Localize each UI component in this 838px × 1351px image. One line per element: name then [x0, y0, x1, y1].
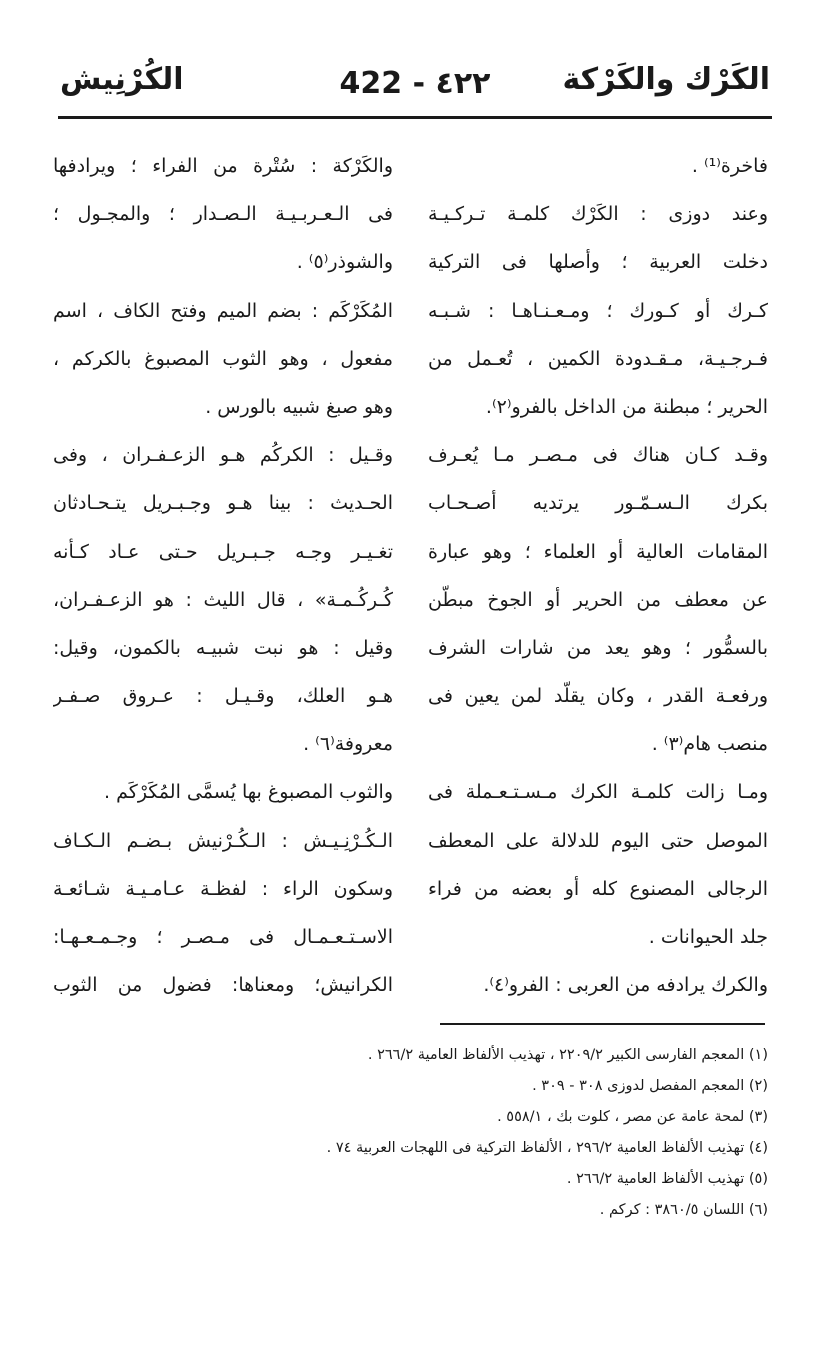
- text-line: وهو صبغ شبيه بالورس .: [205, 395, 393, 418]
- footnote-rule: [440, 1023, 765, 1025]
- footnote-item: (٤) تهذيب الألفاظ العامية ٢٩٦/٢ ، الألفاظ التركية فى اللهجات العربية ٧٤ .: [326, 1140, 768, 1156]
- running-title-right: الكَرْك والكَرْكة: [562, 62, 770, 97]
- text-line: بالسمُّور ؛ وهو يعد من شارات الشرف: [428, 636, 768, 659]
- text-line: الموصل حتى اليوم للدلالة على المعطف: [428, 829, 768, 852]
- text-line: المقامات العالية أو العلماء ؛ وهو عبارة: [428, 540, 768, 563]
- footnote-item: (١) المعجم الفارسى الكبير ٢٢٠٩/٢ ، تهذيب الألفاظ العامية ٢٦٦/٢ .: [367, 1047, 768, 1063]
- text-line: بكرك الـسـمّـور يرتديه أصـحـاب: [428, 492, 768, 515]
- text-line: معروفة⁽٦⁾ .: [303, 733, 393, 756]
- footnote-item: (٥) تهذيب الألفاظ العامية ٢٦٦/٢ .: [566, 1171, 768, 1187]
- footnotes: [148, 1040, 768, 1226]
- text-line: مفعول ، وهو الثوب المصبوغ بالكركم ،: [53, 347, 393, 370]
- text-line: وقـيل : الكركُم هـو الزعـفـران ، وفى: [53, 444, 393, 467]
- text-line: وقـد كـان هناك فى مـصـر مـا يُعـرف: [428, 444, 768, 467]
- text-line: فـرجـيـة، مـقـدودة الكمين ، تُعـمل من: [428, 347, 768, 370]
- footnote-item: (٢) المعجم المفصل لدوزى ٣٠٨ - ٣٠٩ .: [532, 1078, 768, 1094]
- text-line: الحرير ؛ مبطنة من الداخل بالفرو⁽٢⁾.: [485, 395, 768, 418]
- running-title-left: الكُرْنِيش: [60, 62, 184, 97]
- text-line: الـكُـرْنِـيـش : الـكُـرْنيش بـضـم الـكـاف: [53, 829, 393, 852]
- text-line: هـو العلك، وقـيـل : عـروق صـفـر: [53, 685, 393, 708]
- text-line: كُـركُـمـة» ، قال الليث : هو الزعـفـران،: [53, 588, 393, 611]
- text-line: الاسـتـعـمـال فى مـصـر ؛ وجـمـعـهـا:: [53, 926, 393, 948]
- text-line: الرجالى المصنوع كله أو بعضه من فراء: [428, 877, 768, 900]
- text-line: فى الـعـربـيـة الـصـدار ؛ والمجـول ؛: [53, 203, 393, 226]
- text-line: وقيل : هو نبت شبيـه بالكمون، وقيل:: [53, 636, 393, 659]
- text-line: الكرانيش؛ ومعناها: فضول من الثوب: [53, 974, 393, 997]
- text-line: والكرك يرادفه من العربى : الفرو⁽٤⁾.: [483, 974, 768, 997]
- text-line: ومـا زالت كلمـة الكرك مـسـتـعـملة فى: [428, 781, 768, 804]
- header-rule: [58, 116, 772, 119]
- page-header: [60, 62, 770, 112]
- text-line: ورفعـة القدر ، وكان يقلّد لمن يعين فى: [428, 685, 768, 708]
- text-line: فاخرة⁽¹⁾ .: [691, 155, 768, 177]
- text-line: والشوذر⁽٥⁾ .: [296, 251, 393, 274]
- text-line: وعند دوزى : الكَرْك كلمـة تـركـيـة: [428, 203, 768, 226]
- footnote-item: (٣) لمحة عامة عن مصر ، كلوت بك ، ٥٥٨/١ .: [497, 1109, 768, 1125]
- text-line: الحـديث : بينا هـو وجـبـريل يتـحـادثان: [53, 492, 393, 515]
- text-line: المُكَرْكَم : بضم الميم وفتح الكاف ، اسم: [53, 299, 393, 322]
- text-line: والثوب المصبوغ بها يُسمَّى المُكَرْكَم .: [104, 781, 393, 804]
- page-number: 422 - ٤٢٢: [339, 66, 491, 101]
- text-line: منصب هام⁽٣⁾ .: [651, 733, 768, 756]
- text-line: دخلت العربية ؛ وأصلها فى التركية: [428, 251, 768, 274]
- right-text-column: [428, 142, 768, 1009]
- text-line: جلد الحيوانات .: [648, 926, 768, 948]
- text-line: تغـيـر وجـه جـبـريل حـتى عـاد كـأنه: [53, 540, 393, 563]
- text-line: كـرك أو كـورك ؛ ومـعـنـاهـا : شـبـه: [428, 299, 768, 322]
- left-text-column: [53, 142, 393, 1009]
- text-line: عن معطف من الحرير أو الجوخ مبطّن: [428, 588, 768, 611]
- text-line: وسكون الراء : لفظـة عـامـيـة شـائعـة: [53, 877, 393, 900]
- footnote-item: (٦) اللسان ٣٨٦٠/٥ : كركم .: [599, 1202, 768, 1218]
- text-line: والكَرْكة : سُتْرة من الفراء ؛ ويرادفها: [53, 155, 393, 177]
